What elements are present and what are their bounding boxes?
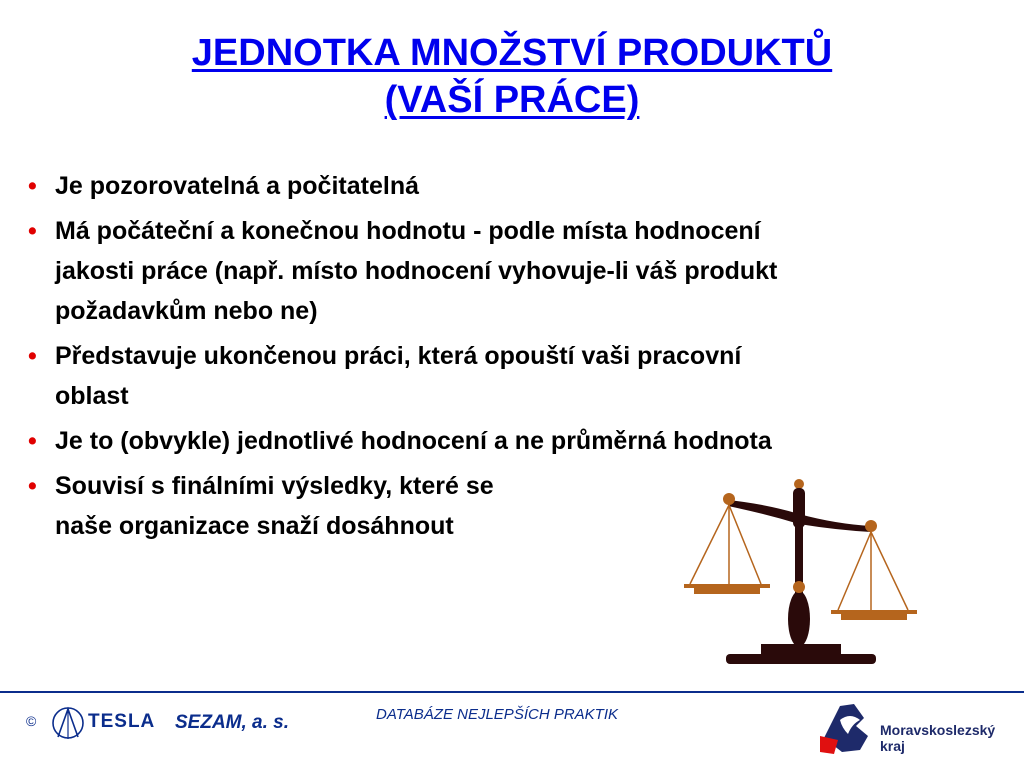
bullet-text: jakosti práce (např. místo hodnocení vyhovuje-li váš produkt: [55, 257, 778, 285]
bullet-text: požadavkům nebo ne): [55, 297, 318, 325]
bullet-text: Má počáteční a konečnou hodnotu - podle místa hodnocení: [55, 217, 761, 245]
bullet-dot-icon: •: [28, 427, 37, 455]
bullet-text: Je pozorovatelná a počitatelná: [55, 172, 419, 200]
bullet-item: [28, 166, 1013, 206]
slide-title: [0, 30, 1024, 124]
footer-divider: [0, 691, 1024, 693]
bullet-dot-icon: •: [28, 172, 37, 200]
bullet-text: Souvisí s finálními výsledky, které se: [55, 472, 494, 500]
bullet-text: naše organizace snaží dosáhnout: [55, 512, 454, 540]
bullet-dot-icon: •: [28, 472, 37, 500]
slide-title-line-1: JEDNOTKA MNOŽSTVÍ PRODUKTŮ: [191, 32, 833, 74]
copyright-symbol: ©: [26, 713, 37, 729]
footer-center-text: DATABÁZE NEJLEPŠÍCH PRAKTIK: [376, 706, 618, 723]
bullet-item: [28, 211, 1013, 331]
bullet-text: oblast: [55, 382, 129, 410]
bullet-text: Představuje ukončenou práci, která opouští vaši pracovní: [55, 342, 742, 370]
moravskoslezsky-kraj-logo-icon: [820, 698, 880, 756]
company-name: SEZAM, a. s.: [175, 712, 290, 733]
brand-name: TESLA: [88, 711, 156, 732]
bullet-item: [28, 421, 1013, 461]
region-name: [880, 722, 995, 754]
bullet-dot-icon: •: [28, 217, 37, 245]
region-name-line-1: Moravskoslezský: [880, 722, 996, 738]
scales-of-justice-icon: [676, 474, 926, 668]
slide-title-line-2: (VAŠÍ PRÁCE): [384, 79, 640, 121]
region-name-line-2: kraj: [880, 738, 905, 754]
bullet-text: Je to (obvykle) jednotlivé hodnocení a ne průměrná hodnota: [55, 427, 772, 455]
bullet-dot-icon: •: [28, 342, 37, 370]
tesla-logo-icon: [50, 703, 86, 743]
bullet-item: [28, 336, 1013, 416]
